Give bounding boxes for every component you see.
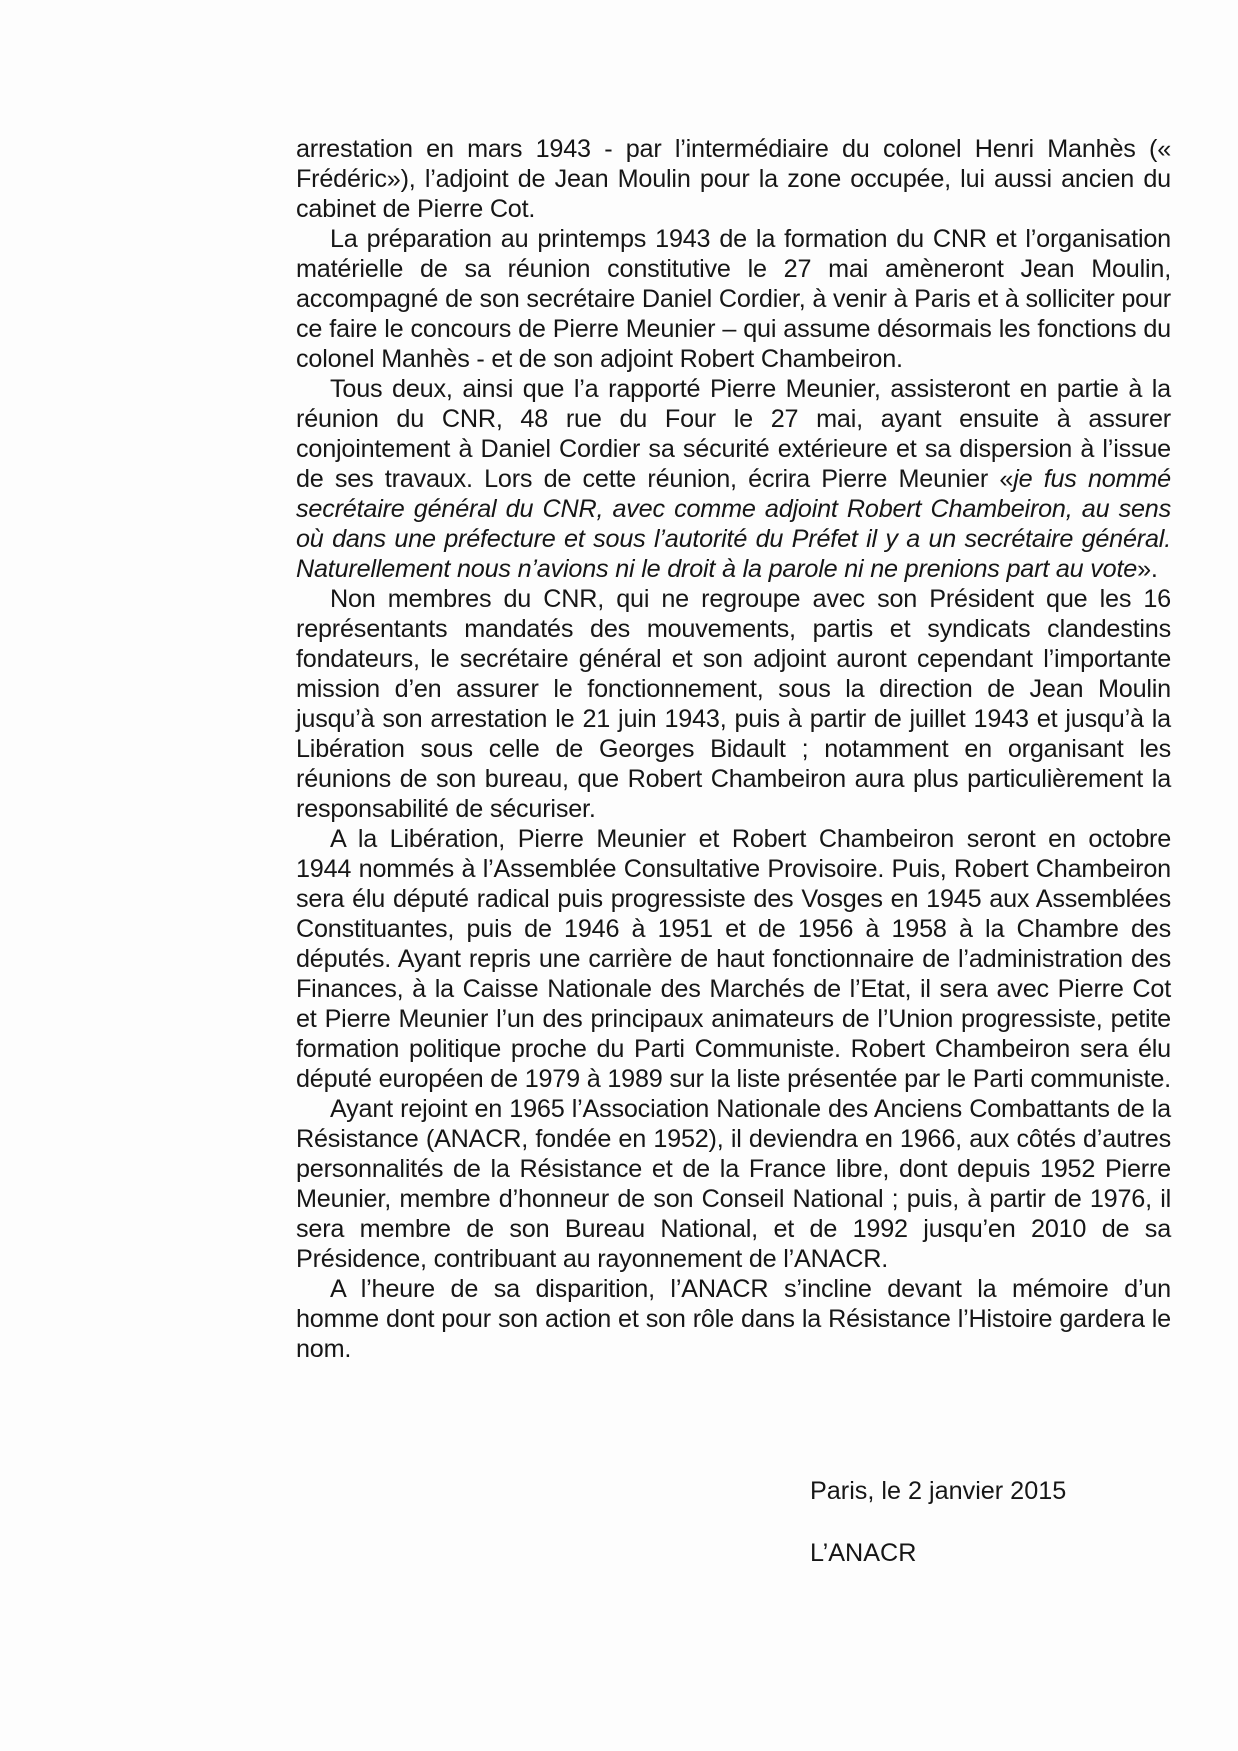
paragraph-cnr-meeting-end: ».	[1137, 555, 1158, 583]
paragraph-cnr-meeting	[296, 374, 1171, 584]
paragraph-tribute: A l’heure de sa disparition, l’ANACR s’incline devant la mémoire d’un homme dont pour son action et son rôle dans la Résistance l’Histoire gardera le nom.	[296, 1275, 1171, 1363]
date-line: Paris, le 2 janvier 2015	[810, 1477, 1067, 1505]
paragraph-liberation-career: A la Libération, Pierre Meunier et Robert Chambeiron seront en octobre 1944 nommés à l’Assemblée Consultative Provisoire. Puis, Robert Chambeiron sera élu député radical puis progressiste des Vosges en 1945 aux Assemblées Constituantes, puis de 1946 à 1951 et de 1956 à 1958 à la Chambre des députés. Ayant repris une carrière de haut fonctionnaire de l’administration des Finances, à la Caisse Nationale des Marchés de l’Etat, il sera avec Pierre Cot et Pierre Meunier l’un des principaux animateurs de l’Union progressiste, petite formation politique proche du Parti Communiste. Robert Chambeiron sera élu député européen de 1979 à 1989 sur la liste présentée par le Parti communiste.	[296, 825, 1171, 1093]
meunier-quote: je fus nommé secrétaire général du CNR, avec comme adjoint Robert Chambeiron, au sens où dans une préfecture et sous l’autorité du Préfet il y a un secrétaire général. Naturellement nous n’avions ni le droit à la parole ni ne prenions part au vote	[296, 465, 1171, 583]
paragraph-cnr-meeting-intro: Tous deux, ainsi que l’a rapporté Pierre Meunier, assisteront en partie à la réunion du CNR, 48 rue du Four le 27 mai, ayant ensuite à assurer conjointement à Daniel Cordier sa sécurité extérieure et sa dispersion à l’issue de ses travaux. Lors de cette réunion, écrira Pierre Meunier «	[296, 375, 1171, 493]
paragraph-secretariat-role: Non membres du CNR, qui ne regroupe avec son Président que les 16 représentants mandatés des mouvements, partis et syndicats clandestins fondateurs, le secrétaire général et son adjoint auront cependant l’importante mission d’en assurer le fonctionnement, sous la direction de Jean Moulin jusqu’à son arrestation le 21 juin 1943, puis à partir de juillet 1943 et jusqu’à la Libération sous celle de Georges Bidault ; notamment en organisant les réunions de son bureau, que Robert Chambeiron aura plus particulièrement la responsabilité de sécuriser.	[296, 585, 1171, 823]
signature: L’ANACR	[810, 1539, 917, 1567]
paragraph-continuation: arrestation en mars 1943 - par l’intermédiaire du colonel Henri Manhès (« Frédéric»), l’adjoint de Jean Moulin pour la zone occupée, lui aussi ancien du cabinet de Pierre Cot.	[296, 135, 1171, 223]
paragraph-anacr-membership: Ayant rejoint en 1965 l’Association Nationale des Anciens Combattants de la Résistance (ANACR, fondée en 1952), il deviendra en 1966, aux côtés d’autres personnalités de la Résistance et de la France libre, dont depuis 1952 Pierre Meunier, membre d’honneur de son Conseil National ; puis, à partir de 1976, il sera membre de son Bureau National, et de 1992 jusqu’en 2010 de sa Présidence, contribuant au rayonnement de l’ANACR.	[296, 1095, 1171, 1273]
document-body	[296, 134, 1171, 1364]
paragraph-cnr-preparation: La préparation au printemps 1943 de la formation du CNR et l’organisation matérielle de sa réunion constitutive le 27 mai amèneront Jean Moulin, accompagné de son secrétaire Daniel Cordier, à venir à Paris et à solliciter pour ce faire le concours de Pierre Meunier – qui assume désormais les fonctions du colonel Manhès - et de son adjoint Robert Chambeiron.	[296, 225, 1171, 373]
